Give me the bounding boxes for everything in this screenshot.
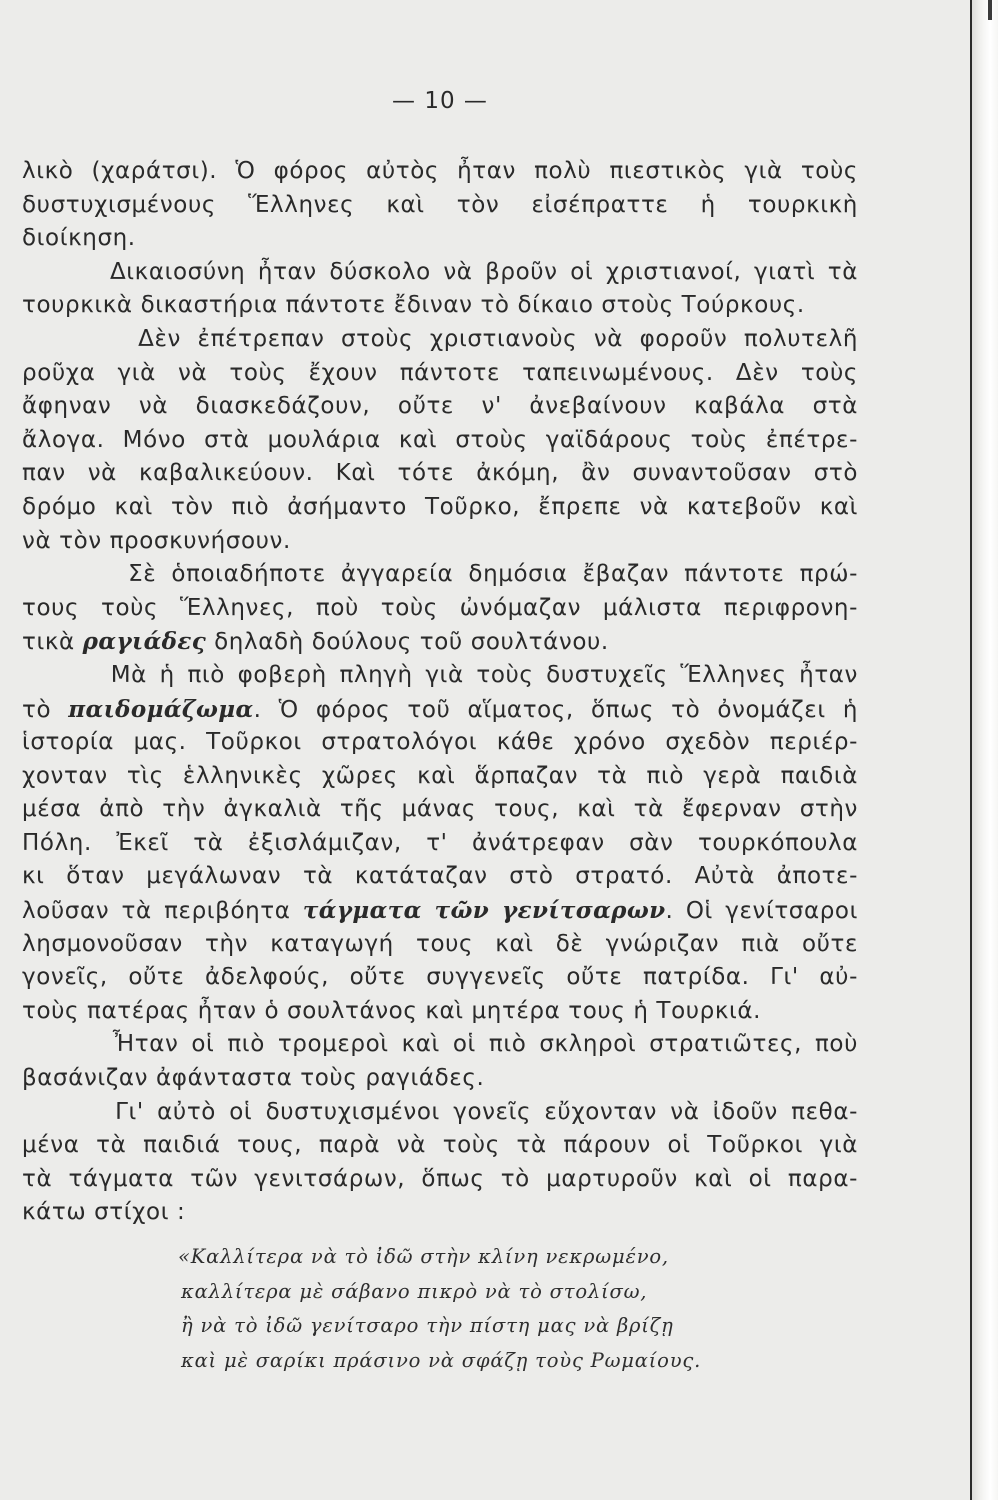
text-segment: Μὰ ἡ πιὸ φοβερὴ πληγὴ γιὰ τοὺς δυστυχεῖς Ἕλληνες ἦταν [22, 661, 858, 688]
text-line [22, 1096, 858, 1130]
text-segment: τὸ [22, 696, 69, 723]
text-line [22, 357, 858, 391]
text-line [22, 558, 858, 592]
text-line [22, 625, 858, 659]
text-line [22, 928, 858, 962]
text-segment: μέσα ἀπὸ τὴν ἀγκαλιὰ τῆς μάνας τους, καὶ τὰ ἔφερναν στὴν [22, 796, 858, 823]
poem-line: καλλίτερα μὲ σάβανο πικρὸ νὰ τὸ στολίσω, [181, 1279, 648, 1303]
text-line [22, 323, 858, 357]
text-segment: ἱστορία μας. Τοῦρκοι στρατολόγοι κάθε χρόνο σχεδὸν περιέρ- [22, 729, 858, 756]
text-segment: δηλαδὴ δούλους τοῦ σουλτάνου. [206, 629, 609, 656]
text-line [22, 222, 858, 256]
text-segment: γονεῖς, οὔτε ἀδελφούς, οὔτε συγγενεῖς οὔτε πατρίδα. Γι' αὐ- [22, 964, 858, 991]
text-segment: τικὰ [22, 629, 83, 656]
text-segment: διοίκηση. [22, 225, 136, 252]
poem-line: ἢ νὰ τὸ ἰδῶ γενίτσαρο τὴν πίστη μας νὰ βρίζῃ [181, 1314, 674, 1338]
text-line [22, 1129, 858, 1163]
text-line [22, 961, 858, 995]
text-segment: Σὲ ὁποιαδήποτε ἀγγαρεία δημόσια ἔβαζαν πάντοτε πρώ- [22, 561, 858, 588]
text-segment: λικὸ (χαράτσι). Ὁ φόρος αὐτὸς ἦταν πολὺ πιεστικὸς γιὰ τοὺς [22, 158, 858, 184]
text-segment: χονταν τὶς ἑλληνικὲς χῶρες καὶ ἅρπαζαν τὰ πιὸ γερὰ παιδιὰ [22, 762, 858, 789]
page-number: — 10 — [392, 88, 488, 114]
text-line [22, 894, 858, 928]
text-line [22, 189, 858, 223]
text-line [22, 860, 858, 894]
text-segment: τους τοὺς Ἕλληνες, ποὺ τοὺς ὠνόμαζαν μάλιστα περιφρονη- [22, 594, 858, 621]
text-line [22, 390, 858, 424]
text-line [22, 1062, 858, 1096]
text-segment: βασάνιζαν ἀφάνταστα τοὺς ραγιάδες. [22, 1065, 485, 1092]
text-line [22, 424, 858, 458]
text-line [22, 995, 858, 1029]
text-line [22, 760, 858, 794]
text-segment: τουρκικὰ δικαστήρια πάντοτε ἔδιναν τὸ δίκαιο στοὺς Τούρκους. [22, 292, 805, 319]
emphasized-term: ραγιάδες [82, 628, 207, 656]
text-segment: Δικαιοσύνη ἦταν δύσκολο νὰ βροῦν οἱ χριστιανοί, γιατὶ τὰ [22, 258, 858, 285]
text-line [22, 659, 858, 693]
text-segment: τὰ τάγματα τῶν γενιτσάρων, ὅπως τὸ μαρτυροῦν καὶ οἱ παρα- [22, 1165, 858, 1192]
text-line [22, 1163, 858, 1197]
text-segment: . Ὁ φόρος τοῦ αἵματος, ὅπως τὸ ὀνομάζει ἡ [253, 696, 859, 723]
text-segment: Πόλη. Ἐκεῖ τὰ ἐξισλάμιζαν, τ' ἀνάτρεφαν σὰν τουρκόπουλα [22, 829, 858, 856]
text-segment: . Οἱ γενίτσαροι [665, 898, 858, 925]
text-segment: κάτω στίχοι : [22, 1199, 186, 1226]
text-line [22, 693, 858, 727]
text-segment: δρόμο καὶ τὸν πιὸ ἀσήμαντο Τοῦρκο, ἔπρεπε νὰ κατεβοῦν καὶ [22, 493, 858, 520]
next-page-edge [970, 0, 998, 1500]
poem-line: καὶ μὲ σαρίκι πράσινο νὰ σφάζῃ τοὺς Ρωμαίους. [181, 1348, 702, 1372]
text-segment: ἄφηναν νὰ διασκεδάζουν, οὔτε ν' ἀνεβαίνουν καβάλα στὰ [22, 393, 858, 420]
text-line [22, 155, 858, 189]
text-line [22, 1028, 858, 1062]
text-segment: λησμονοῦσαν τὴν καταγωγή τους καὶ δὲ γνώριζαν πιὰ οὔτε [22, 930, 858, 957]
text-segment: Δὲν ἐπέτρεπαν στοὺς χριστιανοὺς νὰ φοροῦν πολυτελῆ [22, 325, 858, 352]
poem-line: «Καλλίτερα νὰ τὸ ἰδῶ στὴν κλίνη νεκρωμένο, [178, 1245, 669, 1269]
text-line [22, 457, 858, 491]
text-line [22, 289, 858, 323]
text-segment: Γι' αὐτὸ οἱ δυστυχισμένοι γονεῖς εὔχονταν νὰ ἰδοῦν πεθα- [22, 1098, 858, 1125]
text-line [22, 1196, 858, 1230]
text-line [22, 793, 858, 827]
text-segment: λοῦσαν τὰ περιβόητα [22, 898, 303, 925]
text-segment: ἄλογα. Μόνο στὰ μουλάρια καὶ στοὺς γαϊδάρους τοὺς ἐπέτρε- [22, 426, 858, 453]
text-segment: τοὺς πατέρας ἦταν ὁ σουλτάνος καὶ μητέρα τους ἡ Τουρκιά. [22, 997, 762, 1024]
text-segment: Ἦταν οἱ πιὸ τρομεροὶ καὶ οἱ πιὸ σκληροὶ στρατιῶτες, ποὺ [22, 1031, 858, 1058]
body-text [22, 155, 858, 1230]
poem-verses [178, 1240, 701, 1378]
text-segment: κι ὅταν μεγάλωναν τὰ κατάταζαν στὸ στρατό. Αὐτὰ ἀποτε- [22, 863, 858, 890]
text-segment: μένα τὰ παιδιά τους, παρὰ νὰ τοὺς τὰ πάρουν οἱ Τοῦρκοι γιὰ [22, 1132, 858, 1159]
text-segment: δυστυχισμένους Ἕλληνες καὶ τὸν εἰσέπραττε ἡ τουρκικὴ [22, 191, 858, 218]
page-edge-shadow [988, 0, 992, 20]
text-line [22, 525, 858, 559]
text-segment: ροῦχα γιὰ νὰ τοὺς ἔχουν πάντοτε ταπεινωμένους. Δὲν τοὺς [22, 359, 858, 386]
text-line [22, 491, 858, 525]
text-line [22, 256, 858, 290]
text-line [22, 592, 858, 626]
text-segment: παν νὰ καβαλικεύουν. Καὶ τότε ἀκόμη, ἂν συναντοῦσαν στὸ [22, 460, 858, 487]
text-segment: νὰ τὸν προσκυνήσουν. [22, 527, 291, 554]
text-line [22, 726, 858, 760]
text-line [22, 827, 858, 861]
emphasized-term: τάγματα τῶν γενίτσαρων [302, 897, 666, 925]
emphasized-term: παιδομάζωμα [68, 695, 254, 723]
